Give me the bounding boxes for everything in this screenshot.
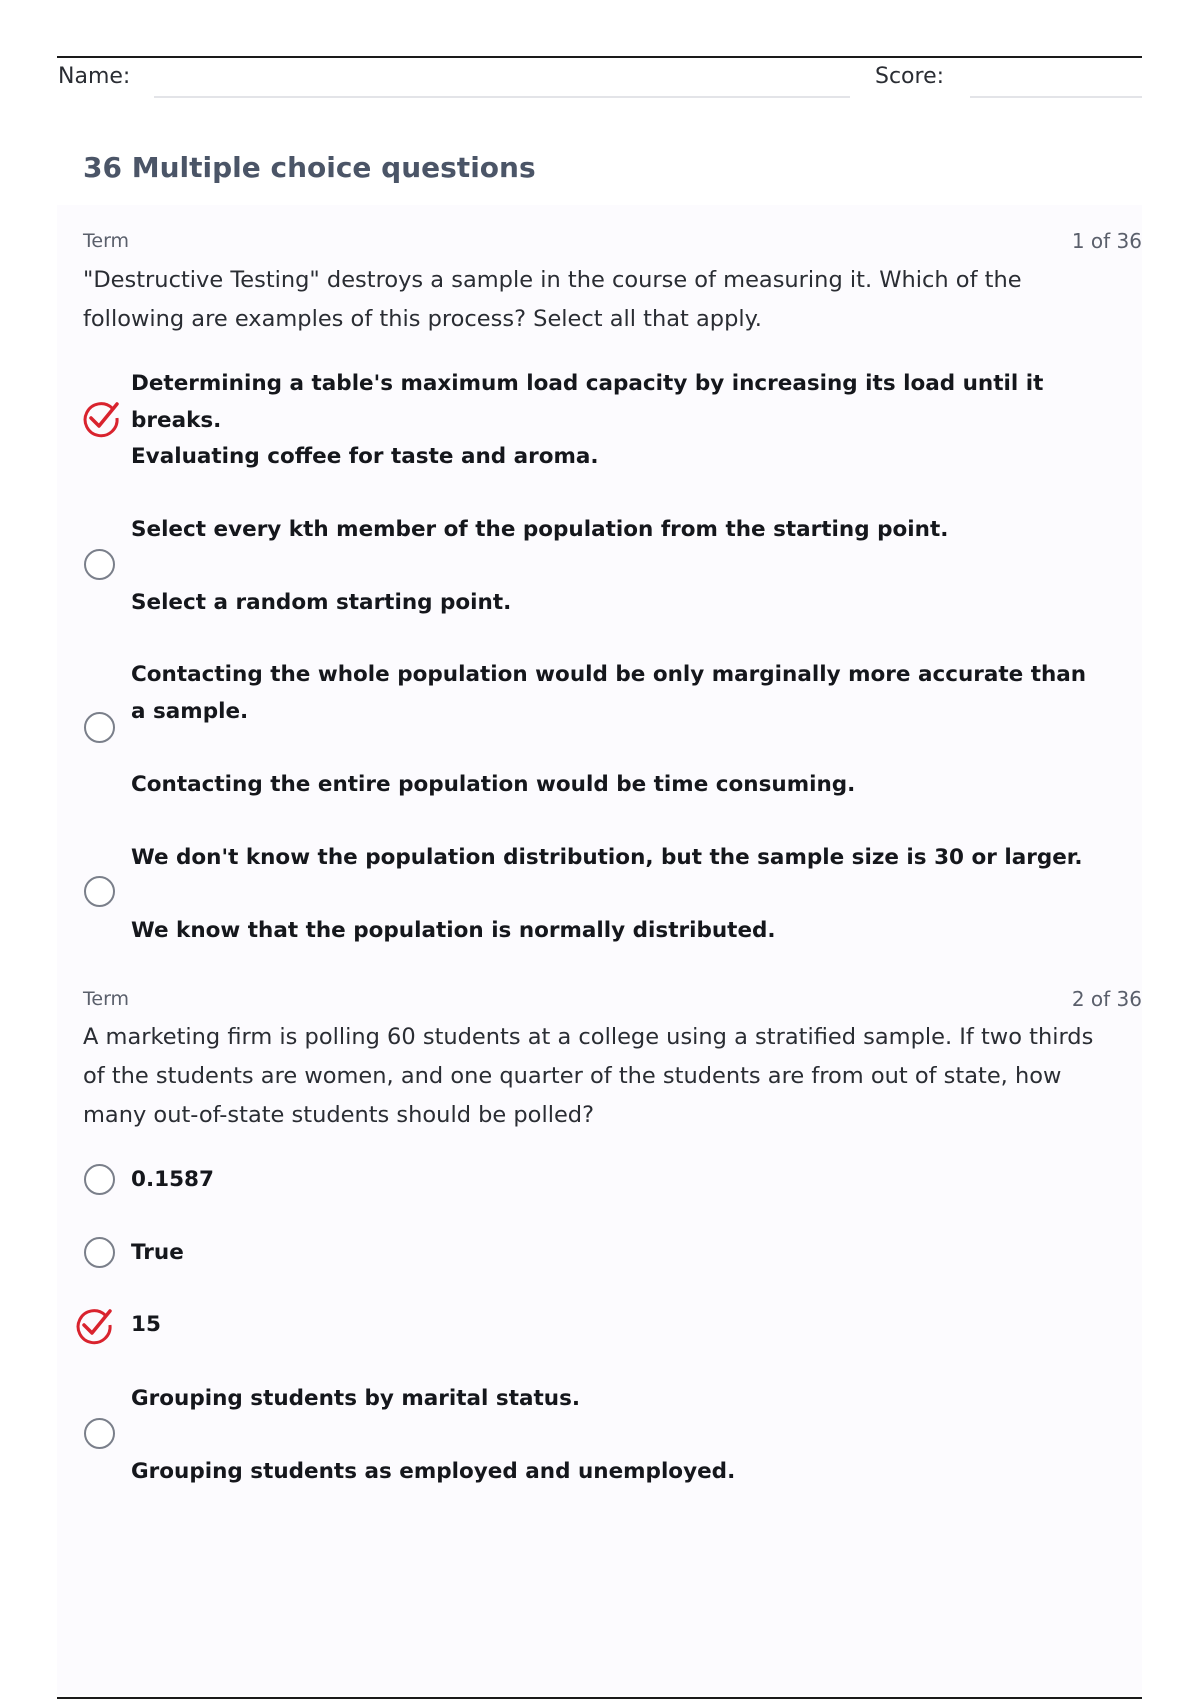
question-prompt: "Destructive Testing" destroys a sample in the course of measuring it. Which of the following are examples of this process? Select all that apply. xyxy=(83,267,1022,332)
radio-icon[interactable] xyxy=(84,549,115,580)
score-label: Score: xyxy=(875,64,945,89)
option-line: We know that the population is normally distributed. xyxy=(131,918,776,943)
option-line: Grouping students as employed and unemployed. xyxy=(131,1459,736,1484)
option-line: Contacting the whole population would be only marginally more accurate than a sample. xyxy=(131,662,1087,724)
question-counter: 2 of 36 xyxy=(1071,987,1142,1011)
score-field[interactable] xyxy=(970,96,1142,98)
name-field[interactable] xyxy=(154,96,850,98)
name-label: Name: xyxy=(58,64,131,89)
checkmark-icon xyxy=(72,1303,116,1347)
term-label: Term xyxy=(83,988,130,1010)
radio-icon[interactable] xyxy=(84,1418,115,1449)
option-line: Select a random starting point. xyxy=(131,590,512,615)
term-label: Term xyxy=(83,230,130,252)
option-line: Grouping students by marital status. xyxy=(131,1386,581,1411)
radio-icon[interactable] xyxy=(84,876,115,907)
option-line: Evaluating coffee for taste and aroma. xyxy=(131,444,599,469)
option-line: Contacting the entire population would be time consuming. xyxy=(131,772,856,797)
option-line: Select every kth member of the population from the starting point. xyxy=(131,517,949,542)
radio-icon[interactable] xyxy=(84,712,115,743)
option-line: We don't know the population distribution, but the sample size is 30 or larger. xyxy=(131,845,1083,870)
option-line: 0.1587 xyxy=(131,1167,214,1192)
top-rule xyxy=(57,56,1142,58)
checkmark-icon xyxy=(79,396,123,440)
question-prompt: A marketing firm is polling 60 students at a college using a stratified sample. If two thirds of the students are women, and one quarter of the students are from out of state, how many out-of-state students should be polled? xyxy=(83,1024,1094,1128)
option-line: Determining a table's maximum load capacity by increasing its load until it breaks. xyxy=(131,371,1044,433)
section-title: 36 Multiple choice questions xyxy=(83,151,536,184)
radio-icon[interactable] xyxy=(84,1164,115,1195)
question-counter: 1 of 36 xyxy=(1071,229,1142,253)
option-line: True xyxy=(131,1240,184,1265)
option-line: 15 xyxy=(131,1312,161,1337)
bottom-rule xyxy=(57,1697,1142,1699)
radio-icon[interactable] xyxy=(84,1237,115,1268)
